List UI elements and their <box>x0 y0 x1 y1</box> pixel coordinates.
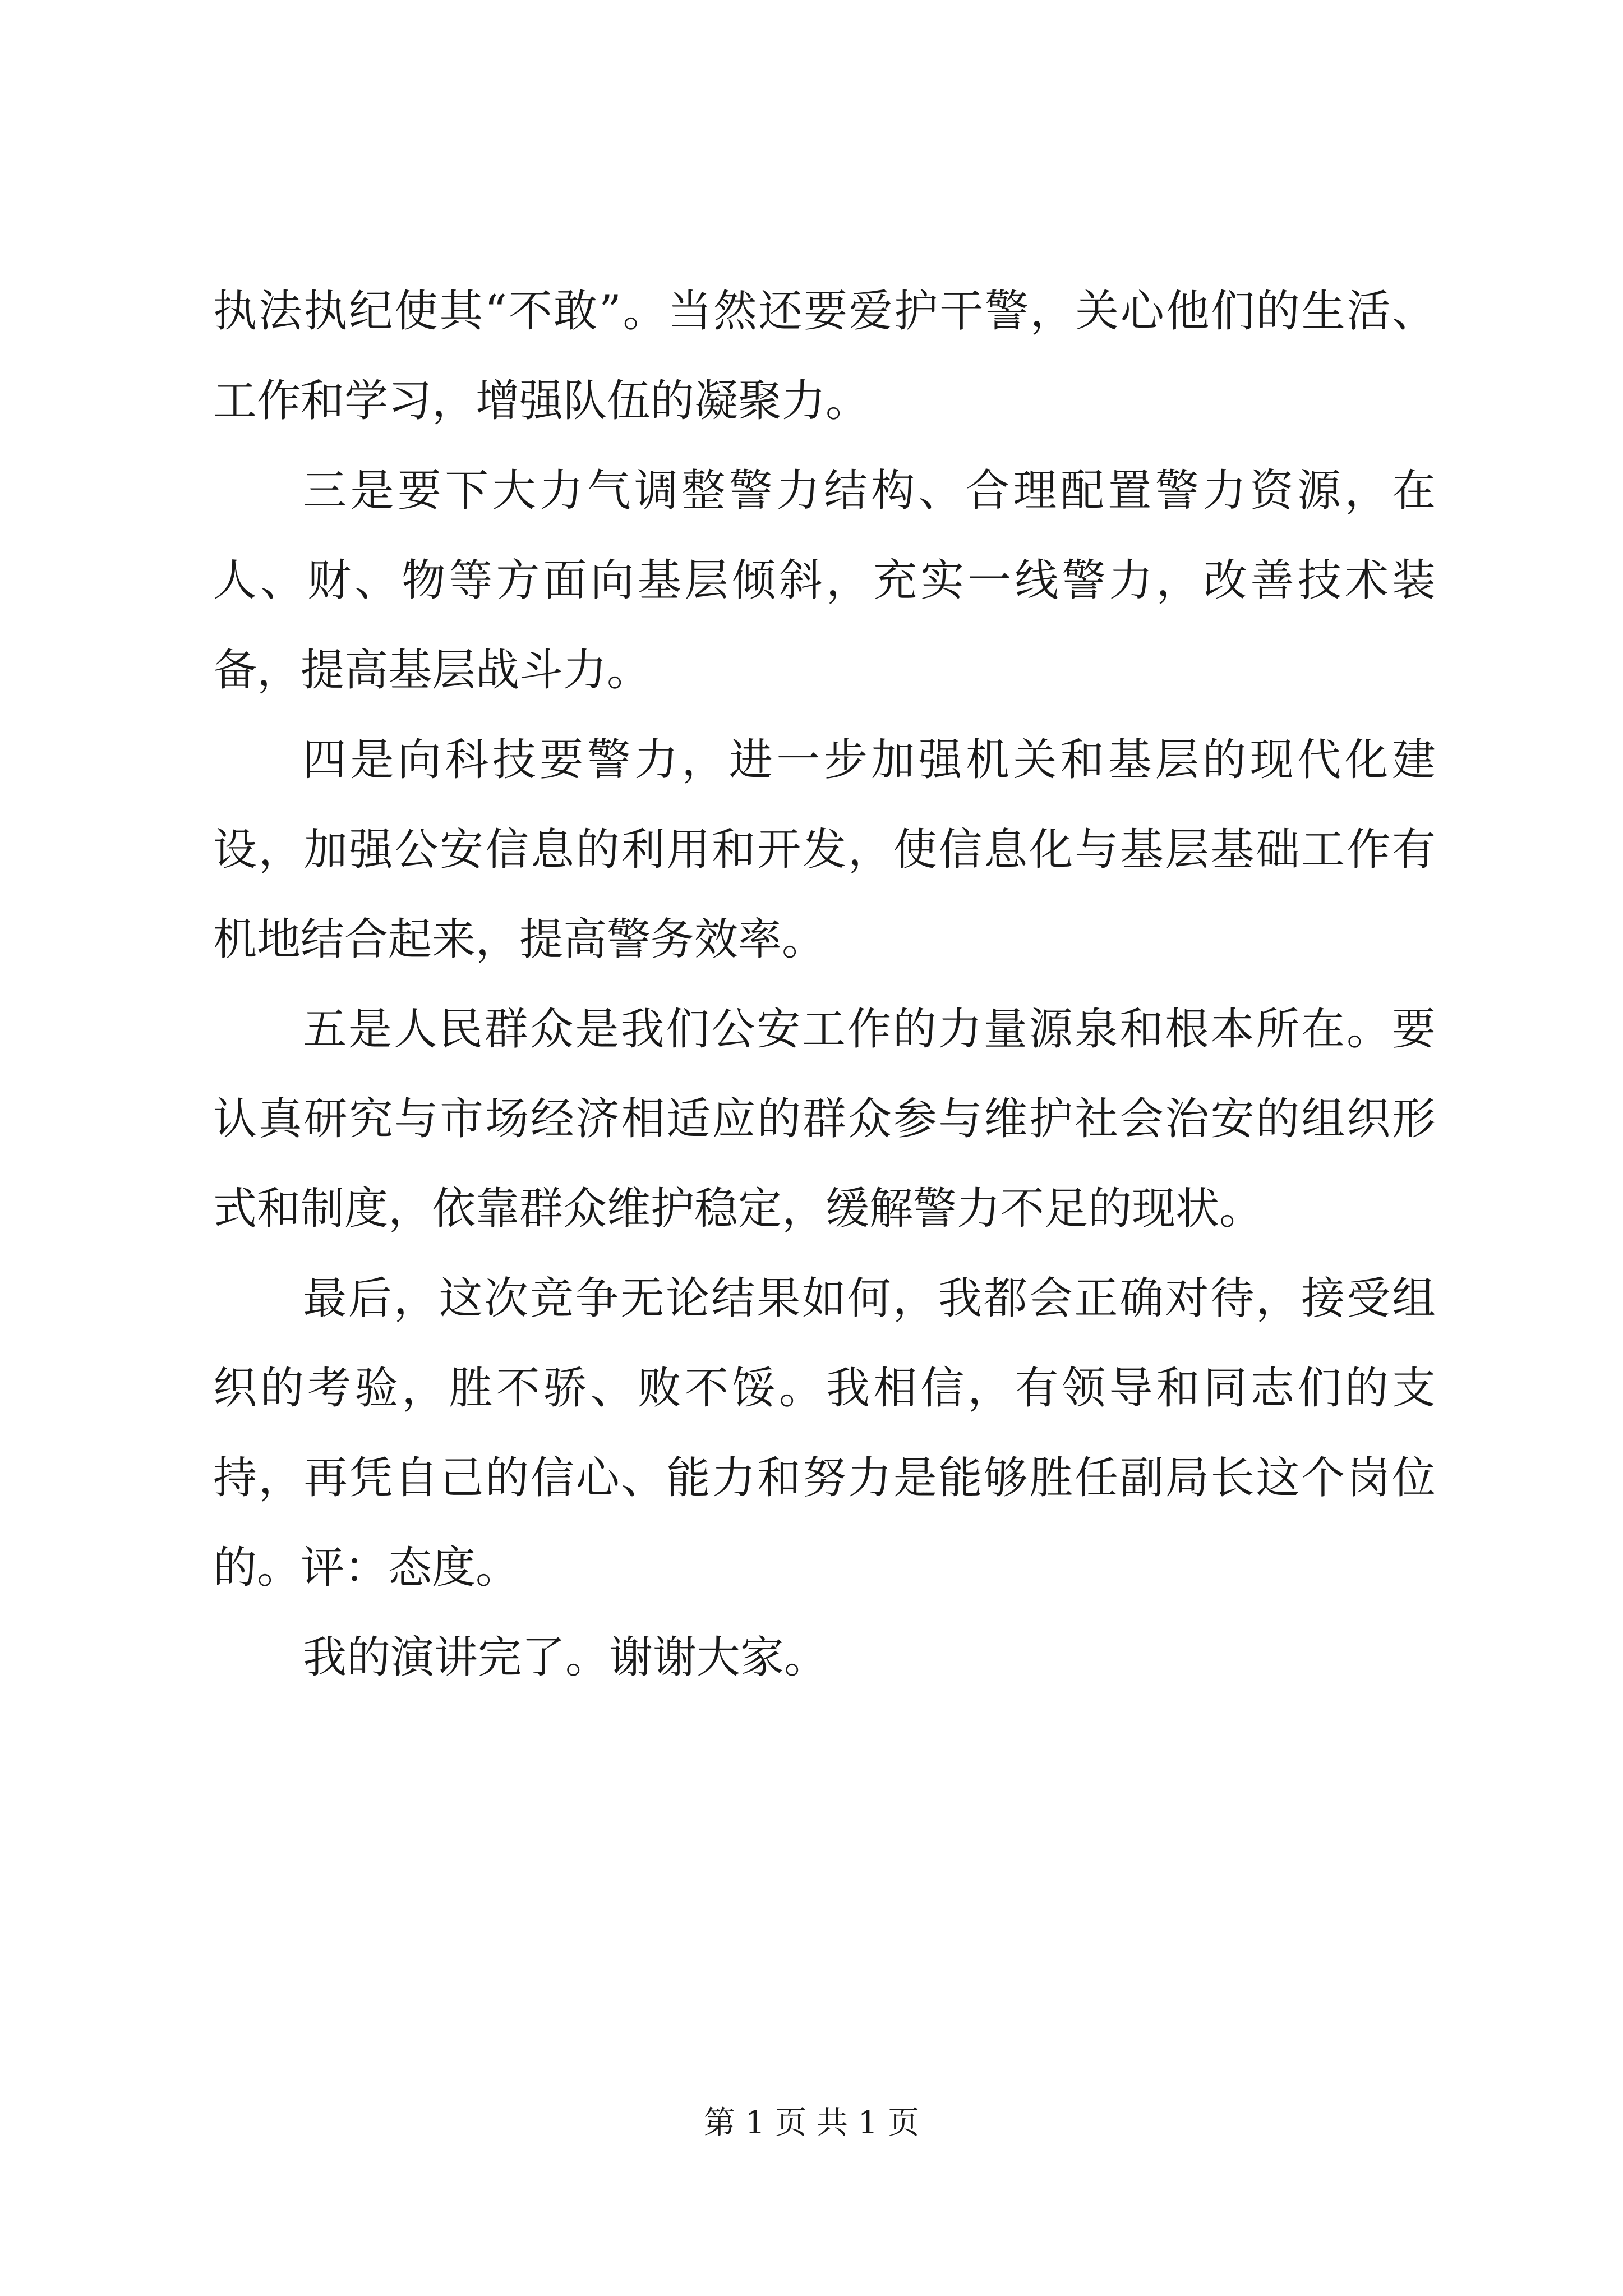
paragraph-1: 执法执纪使其“不敢”。当然还要爱护干警，关心他们的生活、工作和学习，增强队伍的凝聚力。 <box>213 286 1436 426</box>
paragraph-6: 我的演讲完了。谢谢大家。 <box>303 1632 828 1683</box>
paragraph-3: 四是向科技要警力，进一步加强机关和基层的现代化建设，加强公安信息的利用和开发，使信息化与基层基础工作有机地结合起来，提高警务效率。 <box>213 735 1436 965</box>
paragraph-4: 五是人民群众是我们公安工作的力量源泉和根本所在。要认真研究与市场经济相适应的群众参与维护社会治安的组织形式和制度，依靠群众维护稳定，缓解警力不足的现状。 <box>213 1004 1436 1234</box>
paragraph-5: 最后，这次竞争无论结果如何，我都会正确对待，接受组织的考验，胜不骄、败不馁。我相信，有领导和同志们的支持，再凭自己的信心、能力和努力是能够胜任副局长这个岗位的。评：态度。 <box>213 1273 1436 1593</box>
document-body <box>213 266 1436 1703</box>
paragraph-2: 三是要下大力气调整警力结构、合理配置警力资源，在人、财、物等方面向基层倾斜，充实一线警力，改善技术装备，提高基层战斗力。 <box>213 466 1436 696</box>
page-number-footer: 第 1 页 共 1 页 <box>703 2105 920 2141</box>
